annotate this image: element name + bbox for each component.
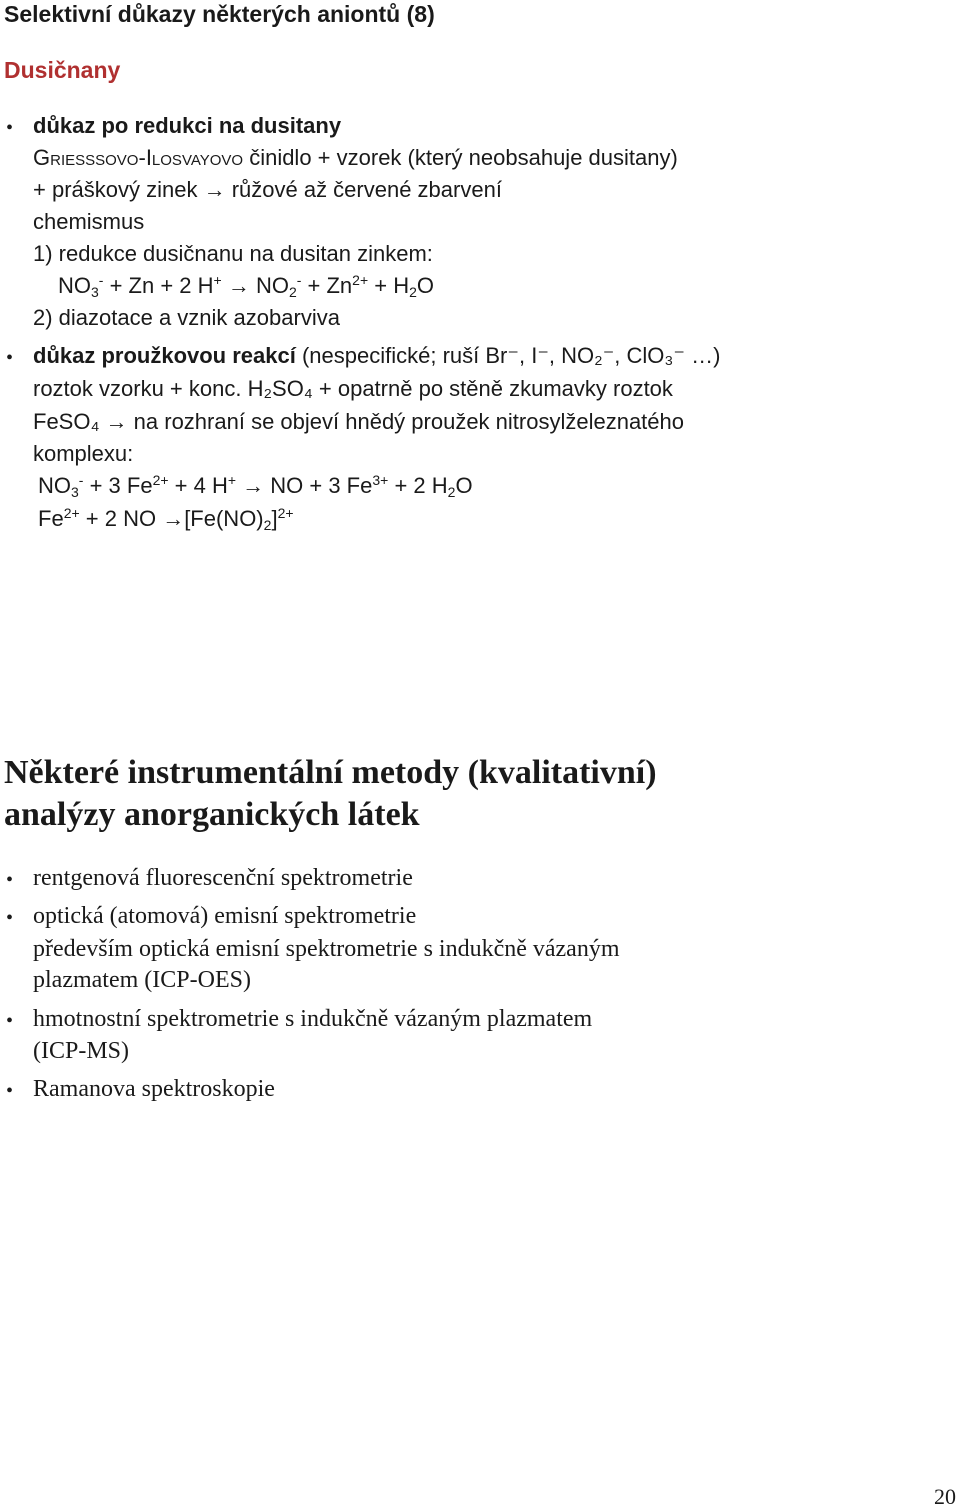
text-line: 2) diazotace a vznik azobarviva	[33, 305, 340, 330]
reagent-name: Ilosvayovo	[145, 145, 244, 170]
item-heading: důkaz proužkovou reakcí	[33, 343, 296, 368]
item-heading: důkaz po redukci na dusitany	[33, 113, 342, 138]
reagent-line	[33, 145, 678, 171]
list-item-detail: plazmatem (ICP-OES)	[33, 967, 251, 993]
section-heading: analýzy anorganických látek	[4, 796, 420, 833]
chemical-equation: $NO_3^- + 3$ $Fe^{2+} + 4$ H+ → NO + 3 $Fe^{3+} + 2$ $H_2O$	[38, 472, 473, 501]
list-item: rentgenová fluorescenční spektrometrie	[33, 865, 413, 891]
page-title: Selektivní důkazy některých aniontů (8)	[4, 1, 435, 27]
text-line: roztok vzorku + konc. H₂SO₄ + opatrně po stěně zkumavky roztok	[33, 376, 673, 401]
bullet: •	[6, 869, 14, 891]
section-heading: Některé instrumentální metody (kvalitativní)	[4, 754, 657, 791]
section-heading-nitrates: Dusičnany	[4, 57, 121, 83]
list-item: optická (atomová) emisní spektrometrie	[33, 903, 417, 929]
item-heading-line	[33, 343, 720, 369]
text-line: chemismus	[33, 209, 145, 234]
reagent-name: Griesssovo	[33, 145, 139, 170]
bullet: •	[6, 1010, 14, 1032]
chemical-equation: $NO_3^- + Zn + 2$ $H^+ \to NO_2^- + Zn^{2+} + H_2O$	[58, 272, 435, 301]
item-note: (nespecifické; ruší Br⁻, I⁻, NO₂⁻, ClO₃⁻ …)	[295, 343, 721, 368]
text-line: komplexu:	[33, 441, 134, 466]
list-item-detail: především optická emisní spektrometrie s indukčně vázaným	[33, 936, 620, 962]
chemical-equation: $Fe^{2+} + 2$ NO $\to[Fe(NO)_2]^{2+}$	[38, 505, 294, 534]
text-line: 1) redukce dusičnanu na dusitan zinkem:	[33, 241, 433, 266]
reagent-dash: -	[138, 145, 146, 170]
bullet: •	[6, 907, 14, 929]
bullet: •	[6, 1080, 14, 1102]
text-line: + práškový zinek → růžové až červené zbarvení	[33, 177, 502, 202]
bullet: •	[6, 117, 14, 139]
bullet: •	[6, 347, 14, 369]
reagent-description: činidlo + vzorek (který neobsahuje dusitany)	[243, 145, 678, 170]
text-line: FeSO₄ → na rozhraní se objeví hnědý proužek nitrosylželeznatého	[33, 409, 684, 434]
list-item: hmotnostní spektrometrie s indukčně vázaným plazmatem	[33, 1006, 593, 1032]
page-number: 20	[934, 1484, 956, 1509]
list-item-detail: (ICP-MS)	[33, 1038, 130, 1064]
list-item: Ramanova spektroskopie	[33, 1076, 275, 1102]
